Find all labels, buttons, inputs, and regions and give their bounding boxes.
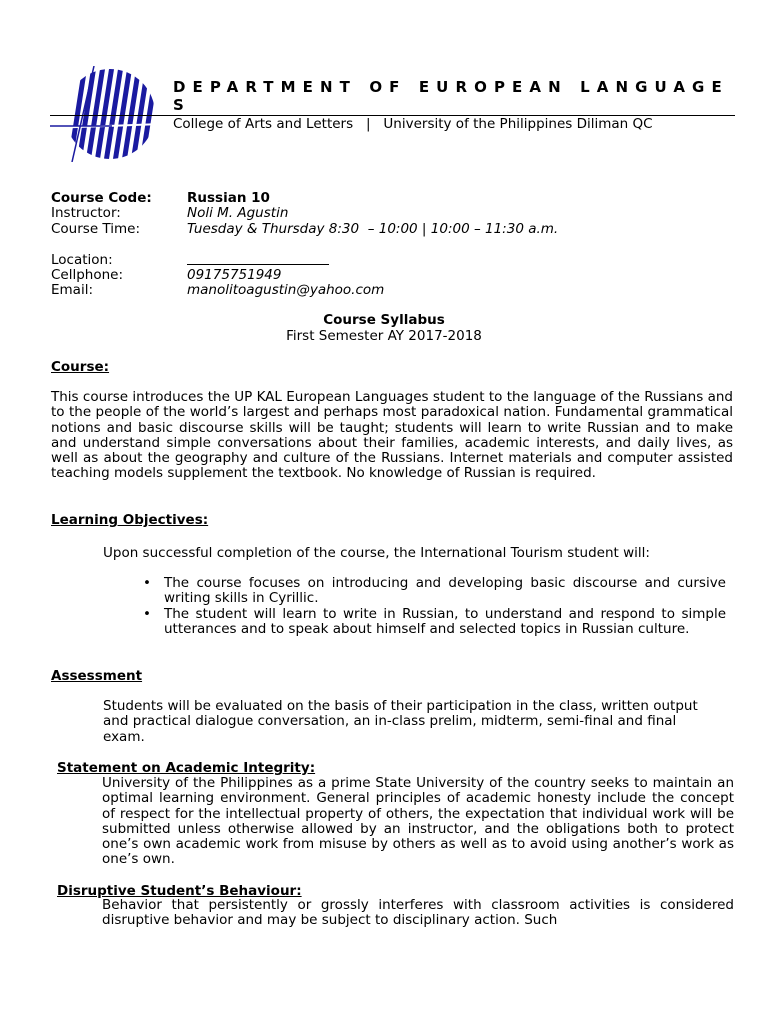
cellphone-value: 09175751949 [187,266,282,283]
location-label: Location: [51,251,113,268]
email-value: manolitoagustin@yahoo.com [187,282,385,299]
assessment-heading: Assessment [51,668,143,684]
course-heading: Course: [51,359,110,375]
course-code-label: Course Code: [51,190,152,206]
course-time-label: Course Time: [51,220,141,237]
behaviour-text: Behavior that persistently or grossly interferes with classroom activities is considered disruptive behavior and may be subject to disciplinary action. Such [102,897,734,929]
cellphone-label: Cellphone: [51,266,124,283]
course-time-value: Tuesday & Thursday 8:30 – 10:00 | 10:00 – 11:30 a.m. [187,220,559,237]
behaviour-heading: Disruptive Student’s Behaviour: [57,883,302,899]
list-item: • The course focuses on introducing and developing basic discourse and cursive writing skills in Cyrillic. [143,575,726,607]
email-label: Email: [51,282,94,299]
semester-label: First Semester AY 2017-2018 [286,328,482,344]
syllabus-title: Course Syllabus [323,312,445,328]
list-item: • The student will learn to write in Russian, to understand and respond to simple utterances and to speak about himself and selected topics in Russian culture. [143,605,726,637]
dept-logo-icon [50,66,162,162]
instructor-label: Instructor: [51,205,121,222]
objectives-intro: Upon successful completion of the course, the International Tourism student will: [103,545,650,561]
integrity-heading: Statement on Academic Integrity: [57,760,316,776]
integrity-text: University of the Philippines as a prime State University of the country seeks to maintain an optimal learning environment. General principles of academic honesty include the concept of respect for the intellectual property of others, the expectation that individual work will be submitted unless otherwise allowed by an instructor, and the obligations both to protect one’s own academic work from misuse by others as well as to avoid using another’s work as one’s own. [102,775,734,868]
department-title: DEPARTMENT OF EUROPEAN LANGUAGES [173,78,729,114]
instructor-value: Noli M. Agustin [187,205,289,222]
objectives-heading: Learning Objectives: [51,512,209,528]
college-line: College of Arts and Letters | University of the Philippines Diliman QC [173,116,653,132]
course-description: This course introduces the UP KAL European Languages student to the language of the Russians and to the people of the world’s largest and perhaps most paradoxical nation. Fundamental grammatical notions and basic discourse skills will be taught; students will learn to write Russian and to make and understand simple conversations about their families, academic interests, and daily lives, as well as about the geography and culture of the Russians. Internet materials and computer assisted teaching models supplement the textbook. No knowledge of Russian is required. [51,389,733,482]
course-code-value: Russian 10 [187,190,270,206]
objectives-list [140,576,726,637]
assessment-text: Students will be evaluated on the basis of their participation in the class, written output and practical dialogue conversation, an in-class prelim, midterm, semi-final and final exam. [103,698,698,745]
